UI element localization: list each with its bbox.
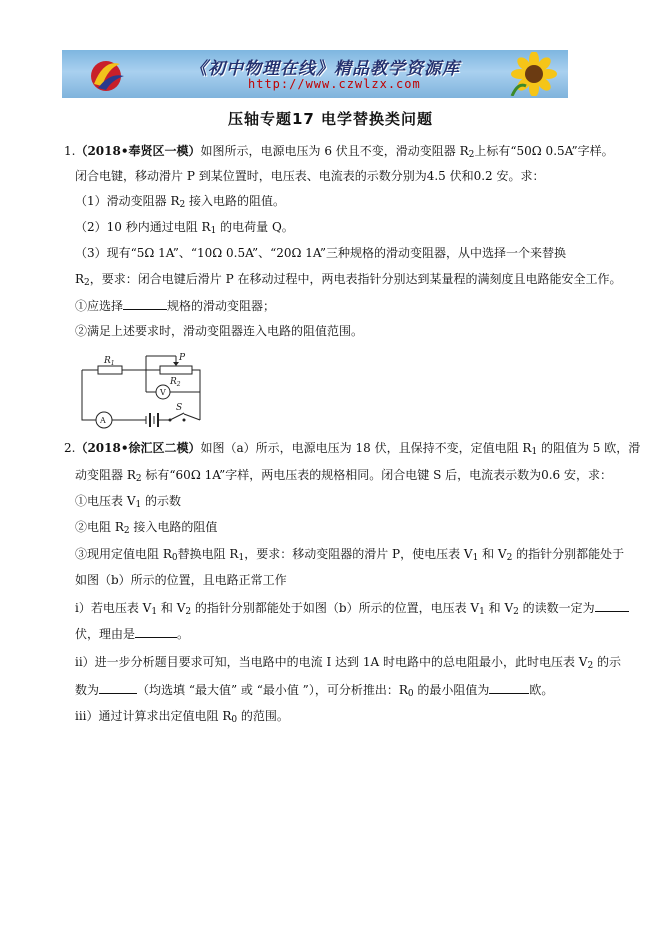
q1-text: ，要求：闭合电键后滑片 P 在移动过程中，两电表指针分别达到某量程的满刻度且电路能安全工作。	[89, 272, 622, 286]
label-r1: $R_1$	[104, 356, 115, 367]
subscript: 1	[472, 553, 479, 563]
q2-sub-ii-cont	[75, 682, 553, 697]
circuit-diagram	[76, 352, 206, 430]
q1-source: （2018•奉贤区一模）	[75, 144, 201, 158]
q2-text: 的最小阻值为	[413, 683, 490, 697]
resistor-r1	[98, 366, 122, 374]
label-v: V	[160, 388, 166, 397]
sunflower-icon	[504, 52, 564, 96]
subscript: 2	[506, 553, 513, 563]
banner-url: http://www.czwlzx.com	[248, 77, 421, 91]
q2-text: 替换电阻 R	[177, 547, 239, 561]
label-r2: $R_2$	[170, 377, 181, 388]
q1-text: 上标有“50Ω 0.5A”字样。	[474, 144, 614, 158]
q2-text: 伏，理由是	[75, 627, 136, 641]
answer-blank[interactable]	[595, 600, 629, 612]
resistor-r2	[160, 366, 192, 374]
subscript: 2	[185, 607, 192, 617]
q2-text: 数为	[75, 683, 100, 697]
answer-blank[interactable]	[123, 298, 167, 310]
subscript: 2	[587, 661, 594, 671]
q2-text: 和 V	[478, 547, 507, 561]
q2-text: 接入电路的阻值	[129, 520, 218, 534]
q2-sub-i-cont	[75, 626, 189, 641]
subscript: 1	[135, 500, 142, 510]
banner-title: 《初中物理在线》精品教学资源库	[190, 59, 460, 79]
answer-blank[interactable]	[135, 626, 177, 638]
q1-text: R	[75, 272, 85, 286]
site-logo-icon	[84, 54, 128, 94]
q1-text: 如图所示，电源电压为 6 伏且不变，滑动变阻器 R	[200, 144, 469, 158]
q2-number: 2.	[64, 441, 76, 455]
q2-part-3-cont: 如图（b）所示的位置，且电路正常工作	[75, 573, 287, 587]
q1-text: 规格的滑动变阻器；	[167, 299, 276, 313]
label-s: S	[176, 403, 183, 413]
q2-line-2	[75, 468, 612, 482]
subscript: 2	[84, 278, 90, 288]
q2-text: i）若电压表 V	[75, 601, 152, 615]
q1-text: （2）10 秒内通过电阻 R	[75, 220, 211, 234]
q1-part-2	[75, 220, 294, 234]
q2-text: ②电阻 R	[75, 520, 124, 534]
subscript: 0	[171, 553, 178, 563]
subscript: 0	[231, 715, 238, 725]
subscript: 2	[123, 526, 130, 536]
label-a: A	[100, 416, 106, 425]
q2-text: 和 V	[484, 601, 514, 615]
q1-part-3: （3）现有“5Ω 1A”、“10Ω 0.5A”、“20Ω 1A”三种规格的滑动变阻器，从中选择一个来替换	[75, 246, 566, 260]
q2-text: 欧。	[529, 683, 554, 697]
subscript: 2	[513, 607, 519, 617]
answer-blank[interactable]	[489, 682, 529, 694]
q2-text: ，要求：移动变阻器的滑片 P，使电压表 V	[244, 547, 473, 561]
q2-sub-i	[75, 600, 629, 615]
subscript: 0	[407, 689, 414, 699]
q1-text: 的电荷量 Q。	[216, 220, 294, 234]
q2-text: ii）进一步分析题目要求可知，当电路中的电流 I 达到 1A 时电路中的总电阻最小，此时电压表 V	[75, 655, 588, 669]
subscript: 1	[531, 447, 538, 457]
q1-line-2: 闭合电键，移动滑片 P 到某位置时，电压表、电流表的示数分别为4.5 伏和0.2 安。求：	[75, 169, 545, 183]
label-p: P	[179, 353, 186, 363]
q1-part-3-cont	[75, 272, 622, 286]
q2-part-3	[75, 547, 624, 561]
subscript: 1	[238, 553, 245, 563]
q1-subpart-2: ②满足上述要求时，滑动变阻器连入电路的阻值范围。	[75, 324, 364, 338]
q2-text: iii）通过计算求出定值电阻 R	[75, 709, 232, 723]
q2-sub-iii	[75, 709, 289, 723]
q2-text: 的读数一定为	[518, 601, 595, 615]
q2-line-1	[64, 441, 640, 455]
q1-part-1	[75, 194, 285, 208]
q2-text: 的范围。	[237, 709, 289, 723]
answer-blank[interactable]	[99, 682, 137, 694]
q2-text: 如图（a）所示，电源电压为 18 伏，且保持不变，定值电阻 R	[200, 441, 532, 455]
header-banner	[62, 50, 568, 98]
q1-number: 1.	[64, 144, 76, 158]
subscript: 1	[479, 607, 485, 617]
page-title: 压轴专题17 电学替换类问题	[227, 110, 434, 128]
q2-text: 的指针分别都能处于如图（b）所示的位置，电压表 V	[191, 601, 480, 615]
q2-text: 的指针分别都能处于	[512, 547, 625, 561]
q2-text: ①电压表 V	[75, 494, 136, 508]
subscript: 2	[468, 150, 475, 160]
q2-text: 动变阻器 R	[75, 468, 136, 482]
q2-text: 和 V	[157, 601, 186, 615]
q2-text: ③现用定值电阻 R	[75, 547, 172, 561]
subscript: 1	[210, 226, 217, 236]
q2-text: 的示数	[141, 494, 182, 508]
q2-part-2	[75, 520, 217, 534]
q2-source: （2018•徐汇区二模）	[75, 441, 201, 455]
q2-text: 。	[177, 627, 190, 641]
q2-sub-ii	[75, 655, 621, 669]
q1-line-1	[64, 144, 614, 158]
switch-blade	[170, 413, 184, 420]
subscript: 2	[179, 200, 186, 210]
q2-text: （均选填 “最大值” 或 “最小值 ”），可分析推出：R	[137, 683, 408, 697]
q1-subpart-1	[75, 298, 275, 313]
q2-text: 的示	[593, 655, 622, 669]
q2-part-1	[75, 494, 181, 508]
q1-text: ①应选择	[75, 299, 124, 313]
q1-text: 接入电路的阻值。	[185, 194, 286, 208]
subscript: 2	[135, 474, 142, 484]
q2-text: 标有“60Ω 1A”字样，两电压表的规格相同。闭合电键 S 后，电流表示数为0.6 安，求：	[141, 468, 612, 482]
q2-text: 的阻值为 5 欧，滑	[537, 441, 641, 455]
switch-contact-icon	[183, 419, 186, 422]
q1-text: （1）滑动变阻器 R	[75, 194, 180, 208]
subscript: 1	[151, 607, 158, 617]
